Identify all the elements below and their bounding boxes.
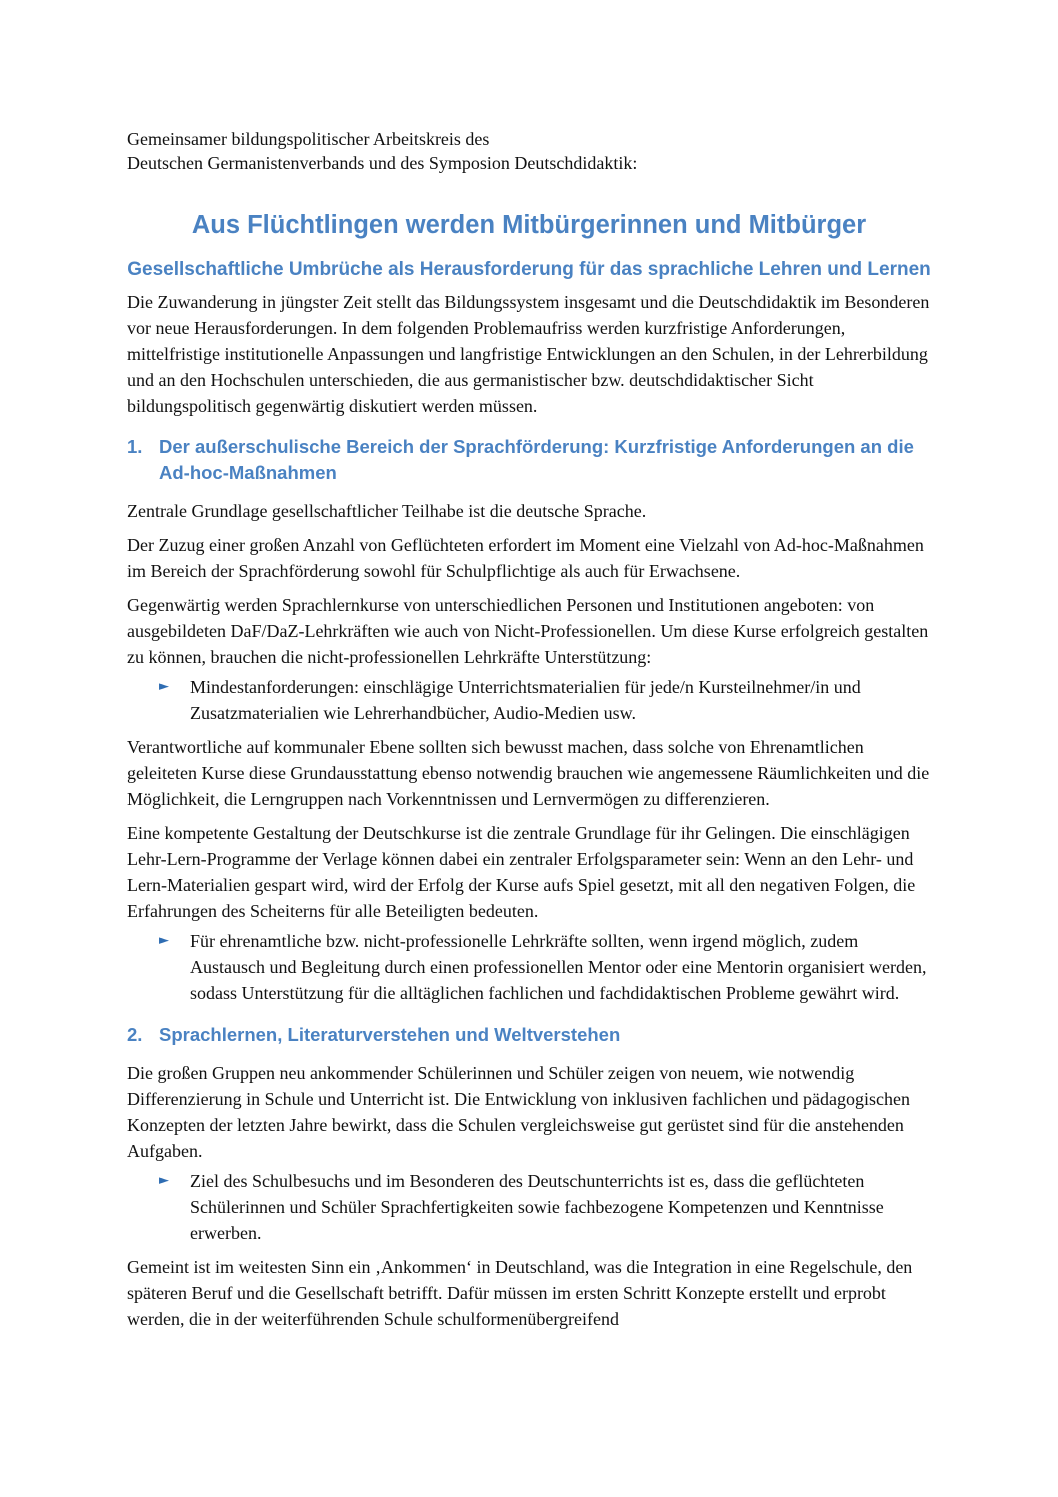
- document-subtitle: Gesellschaftliche Umbrüche als Herausforderung für das sprachliche Lehren und Lernen: [127, 259, 931, 280]
- header-line-2: Deutschen Germanistenverbands und des Symposion Deutschdidaktik:: [127, 153, 638, 173]
- section-1-paragraph-3: Gegenwärtig werden Sprachlernkurse von unterschiedlichen Personen und Institutionen angeboten: von ausgebildeten DaF/DaZ-Lehrkräften wie auch von Nicht-Professionellen. Um diese Kurse erfolgreich gestalten zu können, brauchen die nicht-professionellen Lehrkräfte Unterstützung:: [127, 595, 929, 667]
- section-1-paragraph-5: Eine kompetente Gestaltung der Deutschkurse ist die zentrale Grundlage für ihr Gelingen. Die einschlägigen Lehr-Lern-Programme der Verlage können dabei ein zentraler Erfolgsparameter sein: Wenn an den Lehr- und Lern-Materialien gespart wird, wird der Erfolg der Kurse aufs Spiel gesetzt, mit all den negativen Folgen, die Erfahrungen des Scheiterns für alle Beteiligten bedeuten.: [127, 823, 916, 921]
- section-2-bullet-1-text: Ziel des Schulbesuchs und im Besonderen des Deutschunterrichts ist es, dass die geflüchteten Schülerinnen und Schüler Sprachfertigkeiten sowie fachbezogene Kompetenzen und Kenntnisse erwerben.: [190, 1171, 884, 1243]
- section-2-number: 2.: [127, 1024, 143, 1045]
- section-1-paragraph-4: Verantwortliche auf kommunaler Ebene sollten sich bewusst machen, dass solche von Ehrenamtlichen geleiteten Kurse diese Grundausstattung ebenso notwendig brauchen wie angemessene Räumlichkeiten und die Möglichkeit, die Lerngruppen nach Vorkenntnissen und Lernvermögen zu differenzieren.: [127, 737, 930, 809]
- document-title: Aus Flüchtlingen werden Mitbürgerinnen und Mitbürger: [191, 211, 867, 239]
- triangle-bullet-icon: ►: [159, 679, 169, 694]
- section-1-paragraph-1: Zentrale Grundlage gesellschaftlicher Teilhabe ist die deutsche Sprache.: [127, 501, 647, 521]
- section-1-number: 1.: [127, 436, 143, 457]
- section-1-heading: [127, 434, 931, 486]
- section-2-heading-text: Sprachlernen, Literaturverstehen und Weltverstehen: [159, 1024, 621, 1045]
- header-block: [127, 127, 931, 175]
- section-1-bullet-2: [159, 928, 931, 1006]
- section-1-bullet-1-text: Mindestanforderungen: einschlägige Unterrichtsmaterialien für jede/n Kursteilnehmer/in und Zusatzmaterialien wie Lehrerhandbücher, Audio-Medien usw.: [190, 677, 861, 723]
- section-2-heading: [127, 1022, 931, 1048]
- intro-paragraph: Die Zuwanderung in jüngster Zeit stellt das Bildungssystem insgesamt und die Deutschdidaktik im Besonderen vor neue Herausforderungen. In dem folgenden Problemaufriss werden kurzfristige Anforderungen, mittelfristige institutionelle Anpassungen und langfristige Entwicklungen an den Schulen, in der Lehrerbildung und an den Hochschulen unterschieden, die aus germanistischer bzw. deutschdidaktischer Sicht bildungspolitisch gegenwärtig diskutiert werden müssen.: [127, 292, 930, 416]
- triangle-bullet-icon: ►: [159, 933, 169, 948]
- section-1-heading-text: Der außerschulische Bereich der Sprachförderung: Kurzfristige Anforderungen an die Ad-hoc-Maßnahmen: [159, 436, 914, 483]
- section-2-bullet-1: [159, 1168, 931, 1246]
- triangle-bullet-icon: ►: [159, 1173, 169, 1188]
- section-1-bullet-1: [159, 674, 931, 726]
- section-1-paragraph-2: Der Zuzug einer großen Anzahl von Geflüchteten erfordert im Moment eine Vielzahl von Ad-hoc-Maßnahmen im Bereich der Sprachförderung sowohl für Schulpflichtige als auch für Erwachsene.: [127, 535, 924, 581]
- section-1-bullet-2-text: Für ehrenamtliche bzw. nicht-professionelle Lehrkräfte sollten, wenn irgend möglich, zudem Austausch und Begleitung durch einen professionellen Mentor oder eine Mentorin organisiert werden, sodass Unterstützung für die alltäglichen fachlichen und fachdidaktischen Probleme gewährt wird.: [190, 931, 927, 1003]
- section-2-paragraph-1: Die großen Gruppen neu ankommender Schülerinnen und Schüler zeigen von neuem, wie notwendig Differenzierung in Schule und Unterricht ist. Die Entwicklung von inklusiven fachlichen und pädagogischen Konzepten der letzten Jahre bewirkt, dass die Schulen vergleichsweise gut gerüstet sind für die anstehenden Aufgaben.: [127, 1063, 910, 1161]
- section-2-paragraph-2: Gemeint ist im weitesten Sinn ein ‚Ankommen‘ in Deutschland, was die Integration in eine Regelschule, den späteren Beruf und die Gesellschaft betrifft. Dafür müssen im ersten Schritt Konzepte erstellt und erprobt werden, die in der weiterführenden Schule schulformenübergreifend: [127, 1257, 913, 1329]
- header-line-1: Gemeinsamer bildungspolitischer Arbeitskreis des: [127, 129, 490, 149]
